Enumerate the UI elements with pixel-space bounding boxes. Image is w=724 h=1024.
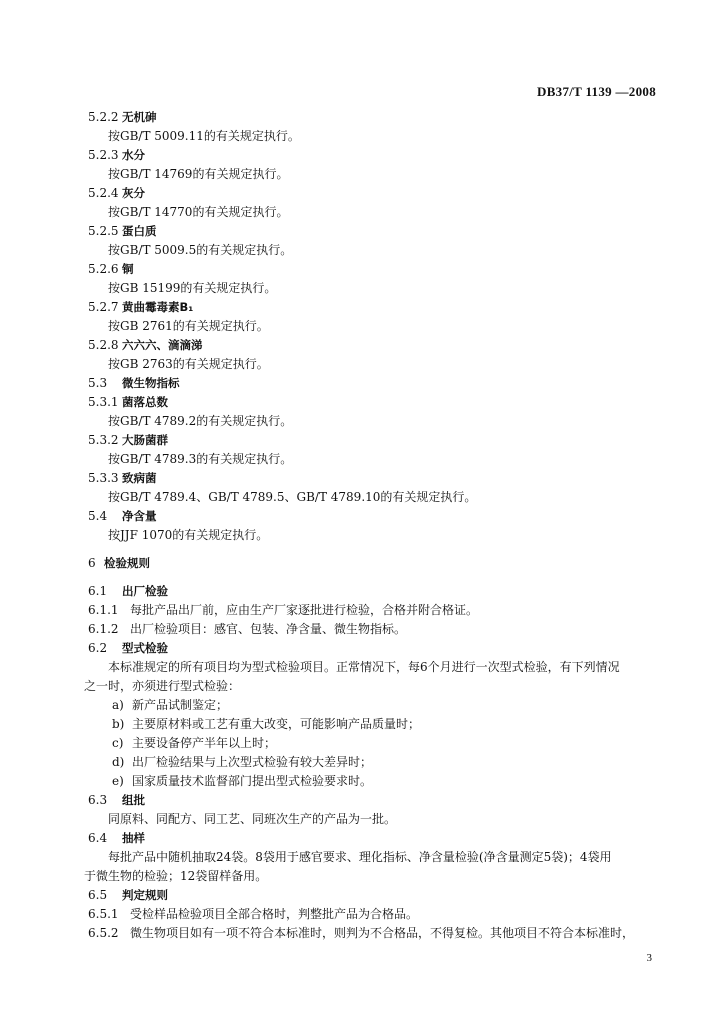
page-number: 3	[646, 952, 652, 964]
section-5-2-8-text: 按GB 2763的有关规定执行。	[108, 357, 269, 371]
section-5-2-6-heading: 5.2.6 铜	[88, 262, 134, 276]
section-5-2-4-text: 按GB/T 14770的有关规定执行。	[108, 205, 289, 219]
section-6-2-heading: 6.2 型式检验	[88, 641, 168, 655]
section-5-2-3-heading: 5.2.3 水分	[88, 148, 145, 162]
section-5-4-text: 按JJF 1070的有关规定执行。	[108, 528, 269, 542]
section-5-3-2-heading: 5.3.2 大肠菌群	[88, 433, 168, 447]
section-5-2-4-heading: 5.2.4 灰分	[88, 186, 145, 200]
list-item: a) 新产品试制鉴定；	[112, 698, 229, 712]
section-6-4-text-line2: 于微生物的检验；12袋留样备用。	[84, 869, 268, 883]
section-6-4-text-line1: 每批产品中随机抽取24袋。8袋用于感官要求、理化指标、净含量检验(净含量测定5袋)；4袋用	[108, 850, 612, 864]
section-6-2-text-line1: 本标准规定的所有项目均为型式检验项目。正常情况下，每6个月进行一次型式检验，有下列情况	[108, 660, 620, 674]
standard-code-header: DB37/T 1139 —2008	[537, 84, 656, 99]
section-5-2-8-heading: 5.2.8 六六六、滴滴涕	[88, 338, 203, 352]
section-5-2-7-heading: 5.2.7 黄曲霉毒素B₁	[88, 300, 194, 314]
section-6-3-heading: 6.3 组批	[88, 793, 145, 807]
list-item: d) 出厂检验结果与上次型式检验有较大差异时；	[112, 755, 373, 769]
section-6-5-2: 6.5.2 微生物项目如有一项不符合本标准时，则判为不合格品，不得复检。其他项目不符合本标准时，	[88, 926, 635, 940]
section-6-1-1: 6.1.1 每批产品出厂前，应由生产厂家逐批进行检验，合格并附合格证。	[88, 603, 479, 617]
section-5-4-heading: 5.4 净含量	[88, 509, 157, 523]
list-item: b) 主要原材料或工艺有重大改变，可能影响产品质量时；	[112, 717, 421, 731]
section-5-3-3-heading: 5.3.3 致病菌	[88, 471, 157, 485]
section-6-2-text-line2: 之一时，亦须进行型式检验：	[84, 679, 241, 693]
section-5-2-2-text: 按GB/T 5009.11的有关规定执行。	[108, 129, 300, 143]
section-6-4-heading: 6.4 抽样	[88, 831, 145, 845]
section-5-3-1-text: 按GB/T 4789.2的有关规定执行。	[108, 414, 293, 428]
section-5-2-3-text: 按GB/T 14769的有关规定执行。	[108, 167, 289, 181]
section-5-2-6-text: 按GB 15199的有关规定执行。	[108, 281, 277, 295]
section-5-2-5-heading: 5.2.5 蛋白质	[88, 224, 157, 238]
section-6-5-heading: 6.5 判定规则	[88, 888, 168, 902]
section-6-5-1: 6.5.1 受检样品检验项目全部合格时，判整批产品为合格品。	[88, 907, 419, 921]
section-5-3-2-text: 按GB/T 4789.3的有关规定执行。	[108, 452, 293, 466]
list-item: c) 主要设备停产半年以上时；	[112, 736, 277, 750]
section-6-1-heading: 6.1 出厂检验	[88, 584, 168, 598]
section-5-2-5-text: 按GB/T 5009.5的有关规定执行。	[108, 243, 293, 257]
section-6-3-text: 同原料、同配方、同工艺、同班次生产的产品为一批。	[108, 812, 397, 826]
list-item: e) 国家质量技术监督部门提出型式检验要求时。	[112, 774, 373, 788]
section-5-3-1-heading: 5.3.1 菌落总数	[88, 395, 168, 409]
section-5-2-7-text: 按GB 2761的有关规定执行。	[108, 319, 269, 333]
section-5-3-heading: 5.3 微生物指标	[88, 376, 180, 390]
section-5-3-3-text: 按GB/T 4789.4、GB/T 4789.5、GB/T 4789.10的有关规定执行。	[108, 490, 477, 504]
chapter-6-heading: 6 检验规则	[88, 556, 150, 570]
section-5-2-2-heading: 5.2.2 无机砷	[88, 110, 157, 124]
section-6-1-2: 6.1.2 出厂检验项目：感官、包装、净含量、微生物指标。	[88, 622, 407, 636]
